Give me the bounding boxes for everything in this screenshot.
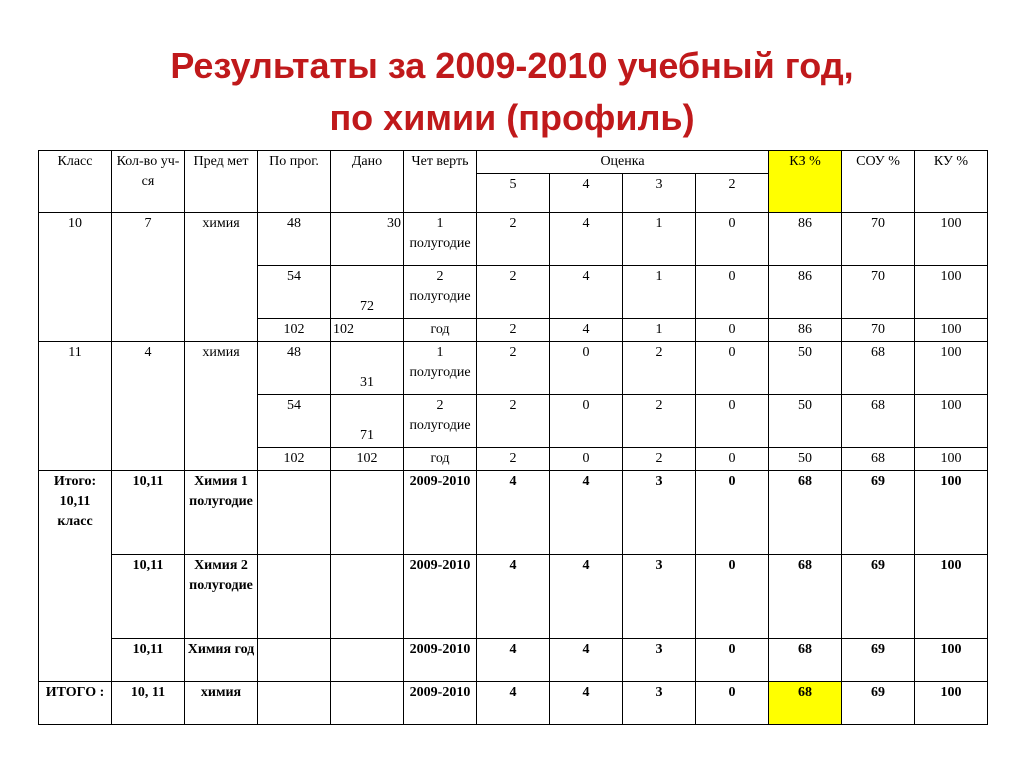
header-grade-4: 4 bbox=[550, 174, 623, 213]
cell-ku: 100 bbox=[915, 639, 988, 682]
cell-period: год bbox=[404, 319, 477, 342]
header-grade-3: 3 bbox=[623, 174, 696, 213]
cell-dano: 71 bbox=[331, 395, 404, 448]
cell-g4: 0 bbox=[550, 448, 623, 471]
cell-predmet: химия bbox=[185, 342, 258, 471]
cell-g2: 0 bbox=[696, 319, 769, 342]
cell-g4: 4 bbox=[550, 555, 623, 639]
cell-klass: 10 bbox=[39, 213, 112, 342]
cell-g5: 2 bbox=[477, 395, 550, 448]
cell-kz: 86 bbox=[769, 266, 842, 319]
header-kolvo: Кол-во уч-ся bbox=[112, 151, 185, 213]
cell-g5: 2 bbox=[477, 319, 550, 342]
cell-sou: 70 bbox=[842, 319, 915, 342]
cell-g4: 0 bbox=[550, 342, 623, 395]
title-line-1: Результаты за 2009-2010 учебный год, bbox=[170, 45, 854, 86]
cell-period: 2009-2010 bbox=[404, 471, 477, 555]
cell-g2: 0 bbox=[696, 395, 769, 448]
cell-ku: 100 bbox=[915, 471, 988, 555]
cell-g2: 0 bbox=[696, 342, 769, 395]
cell-predmet: Химия 2 полугодие bbox=[185, 555, 258, 639]
cell-ku: 100 bbox=[915, 555, 988, 639]
table-row-total bbox=[39, 682, 988, 725]
table-row bbox=[39, 471, 988, 555]
header-predmet: Пред мет bbox=[185, 151, 258, 213]
cell-ku: 100 bbox=[915, 213, 988, 266]
cell-g3: 1 bbox=[623, 266, 696, 319]
cell-po-prog: 54 bbox=[258, 395, 331, 448]
cell-dano: 72 bbox=[331, 266, 404, 319]
cell-dano: 102 bbox=[331, 319, 404, 342]
header-ku: КУ % bbox=[915, 151, 988, 213]
header-po-prog: По прог. bbox=[258, 151, 331, 213]
table-row bbox=[39, 342, 988, 395]
cell-itogo-label: Итого: 10,11 класс bbox=[39, 471, 112, 682]
cell-g5: 4 bbox=[477, 555, 550, 639]
cell-kz: 68 bbox=[769, 555, 842, 639]
cell-period: 2 полугодие bbox=[404, 395, 477, 448]
cell-g5: 4 bbox=[477, 471, 550, 555]
cell-kz: 68 bbox=[769, 471, 842, 555]
cell-period: 2009-2010 bbox=[404, 639, 477, 682]
cell-kolvo: 4 bbox=[112, 342, 185, 471]
table-row bbox=[39, 213, 988, 266]
cell-ku: 100 bbox=[915, 342, 988, 395]
cell-po-prog: 48 bbox=[258, 213, 331, 266]
cell-kz: 68 bbox=[769, 639, 842, 682]
cell-dano bbox=[331, 471, 404, 555]
cell-ku: 100 bbox=[915, 682, 988, 725]
cell-po-prog bbox=[258, 555, 331, 639]
cell-g5: 2 bbox=[477, 448, 550, 471]
cell-dano: 31 bbox=[331, 342, 404, 395]
header-chetvert: Чет верть bbox=[404, 151, 477, 213]
cell-sou: 69 bbox=[842, 471, 915, 555]
cell-kz: 50 bbox=[769, 395, 842, 448]
cell-g5: 2 bbox=[477, 213, 550, 266]
cell-po-prog bbox=[258, 471, 331, 555]
cell-dano bbox=[331, 639, 404, 682]
table-row bbox=[39, 639, 988, 682]
cell-ku: 100 bbox=[915, 448, 988, 471]
cell-period: 1 полугодие bbox=[404, 342, 477, 395]
cell-kolvo: 10,11 bbox=[112, 555, 185, 639]
cell-g5: 2 bbox=[477, 342, 550, 395]
cell-sou: 68 bbox=[842, 342, 915, 395]
cell-kz: 50 bbox=[769, 448, 842, 471]
cell-dano: 102 bbox=[331, 448, 404, 471]
cell-dano bbox=[331, 682, 404, 725]
cell-predmet: химия bbox=[185, 213, 258, 342]
cell-g5: 4 bbox=[477, 682, 550, 725]
cell-g3: 2 bbox=[623, 395, 696, 448]
cell-period: год bbox=[404, 448, 477, 471]
cell-g4: 4 bbox=[550, 266, 623, 319]
cell-kolvo: 7 bbox=[112, 213, 185, 342]
cell-g3: 2 bbox=[623, 448, 696, 471]
results-table bbox=[38, 150, 988, 725]
cell-dano bbox=[331, 555, 404, 639]
header-sou: СОУ % bbox=[842, 151, 915, 213]
cell-g3: 2 bbox=[623, 342, 696, 395]
cell-ku: 100 bbox=[915, 395, 988, 448]
cell-kolvo: 10,11 bbox=[112, 471, 185, 555]
title-line-2: по химии (профиль) bbox=[329, 97, 695, 138]
cell-g2: 0 bbox=[696, 682, 769, 725]
header-ocenka: Оценка bbox=[477, 151, 769, 174]
table-row bbox=[39, 555, 988, 639]
cell-po-prog: 102 bbox=[258, 319, 331, 342]
page-title bbox=[0, 40, 1024, 144]
cell-sou: 68 bbox=[842, 395, 915, 448]
cell-predmet: химия bbox=[185, 682, 258, 725]
cell-kz-highlight: 68 bbox=[769, 682, 842, 725]
cell-g4: 4 bbox=[550, 319, 623, 342]
cell-g2: 0 bbox=[696, 555, 769, 639]
cell-ku: 100 bbox=[915, 319, 988, 342]
cell-dano: 30 bbox=[331, 213, 404, 266]
cell-total-label: ИТОГО : bbox=[39, 682, 112, 725]
cell-po-prog bbox=[258, 682, 331, 725]
cell-sou: 69 bbox=[842, 682, 915, 725]
cell-g4: 4 bbox=[550, 682, 623, 725]
cell-kz: 50 bbox=[769, 342, 842, 395]
cell-sou: 70 bbox=[842, 213, 915, 266]
header-kz: КЗ % bbox=[769, 151, 842, 213]
cell-g2: 0 bbox=[696, 266, 769, 319]
cell-g4: 4 bbox=[550, 471, 623, 555]
cell-kz: 86 bbox=[769, 213, 842, 266]
header-dano: Дано bbox=[331, 151, 404, 213]
cell-sou: 69 bbox=[842, 639, 915, 682]
cell-period: 2009-2010 bbox=[404, 682, 477, 725]
cell-period: 1 полугодие bbox=[404, 213, 477, 266]
cell-g3: 3 bbox=[623, 471, 696, 555]
cell-klass: 11 bbox=[39, 342, 112, 471]
cell-kolvo: 10,11 bbox=[112, 639, 185, 682]
cell-g4: 4 bbox=[550, 213, 623, 266]
cell-period: 2 полугодие bbox=[404, 266, 477, 319]
cell-predmet: Химия год bbox=[185, 639, 258, 682]
cell-po-prog: 102 bbox=[258, 448, 331, 471]
cell-g3: 3 bbox=[623, 682, 696, 725]
header-grade-5: 5 bbox=[477, 174, 550, 213]
cell-g4: 0 bbox=[550, 395, 623, 448]
cell-g4: 4 bbox=[550, 639, 623, 682]
cell-g3: 3 bbox=[623, 639, 696, 682]
cell-po-prog bbox=[258, 639, 331, 682]
cell-sou: 69 bbox=[842, 555, 915, 639]
cell-g3: 1 bbox=[623, 319, 696, 342]
cell-ku: 100 bbox=[915, 266, 988, 319]
cell-g5: 2 bbox=[477, 266, 550, 319]
cell-g2: 0 bbox=[696, 213, 769, 266]
cell-g2: 0 bbox=[696, 639, 769, 682]
cell-g2: 0 bbox=[696, 448, 769, 471]
header-klass: Класс bbox=[39, 151, 112, 213]
header-grade-2: 2 bbox=[696, 174, 769, 213]
cell-predmet: Химия 1 полугодие bbox=[185, 471, 258, 555]
cell-kz: 86 bbox=[769, 319, 842, 342]
cell-po-prog: 54 bbox=[258, 266, 331, 319]
cell-kolvo: 10, 11 bbox=[112, 682, 185, 725]
cell-g2: 0 bbox=[696, 471, 769, 555]
cell-g3: 1 bbox=[623, 213, 696, 266]
cell-sou: 70 bbox=[842, 266, 915, 319]
cell-po-prog: 48 bbox=[258, 342, 331, 395]
cell-g3: 3 bbox=[623, 555, 696, 639]
cell-period: 2009-2010 bbox=[404, 555, 477, 639]
cell-g5: 4 bbox=[477, 639, 550, 682]
cell-sou: 68 bbox=[842, 448, 915, 471]
